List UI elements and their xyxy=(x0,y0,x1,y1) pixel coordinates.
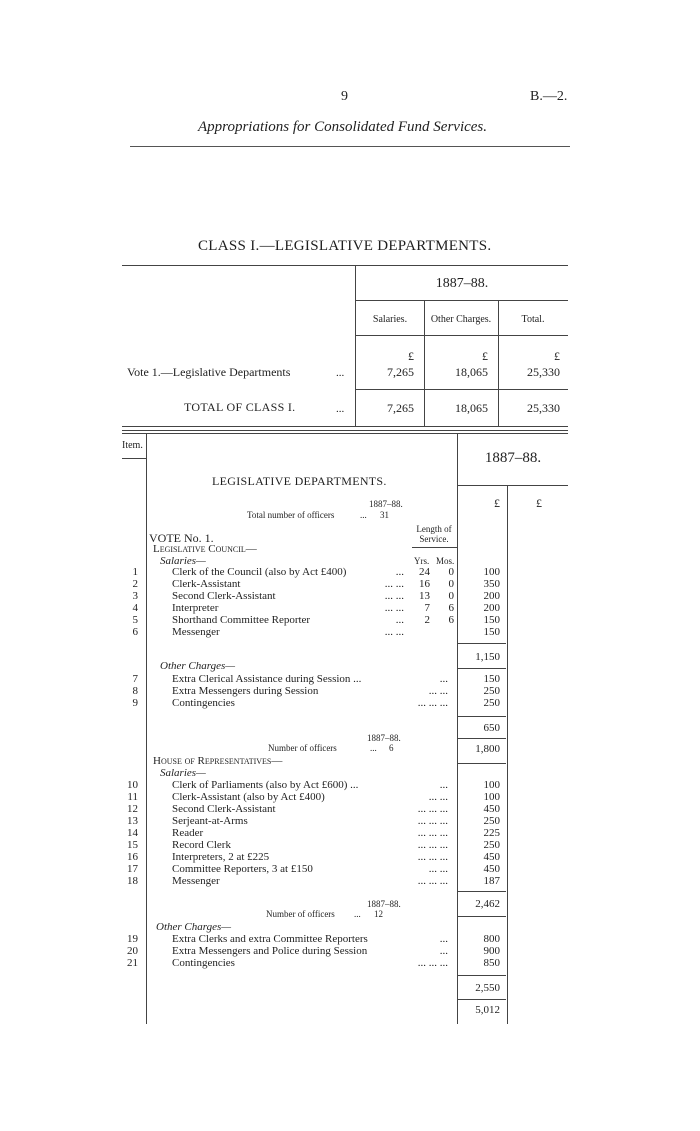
line-item-dots: ... ... ... xyxy=(417,697,448,709)
house-officers2-dots: ... xyxy=(354,909,361,919)
item-number: 17 xyxy=(127,863,138,875)
line-item-dots: ... xyxy=(395,614,404,626)
summary-top-rule xyxy=(122,265,568,266)
line-item-dots: ... ... xyxy=(428,791,448,803)
line-item-amount: 187 xyxy=(483,875,500,887)
service-years: 2 xyxy=(424,614,430,626)
council-salaries-subtotal: 1,150 xyxy=(475,651,500,663)
line-item-amount: 250 xyxy=(483,839,500,851)
total-other-charges: 18,065 xyxy=(455,401,488,415)
line-item-description: Clerk of the Council (also by Act £400) xyxy=(172,566,347,578)
council-total: 1,800 xyxy=(475,743,500,755)
line-item-amount: 200 xyxy=(483,590,500,602)
item-number: 14 xyxy=(127,827,138,839)
detail-top-rule xyxy=(122,430,568,431)
service-years: 7 xyxy=(424,602,430,614)
line-item-amount: 450 xyxy=(483,851,500,863)
line-item-dots: ... ... xyxy=(428,863,448,875)
mos-label: Mos. xyxy=(436,556,455,566)
line-item-dots: ... xyxy=(439,779,448,791)
col-other-charges-header: Other Charges. xyxy=(430,314,492,325)
line-item-dots: ... xyxy=(395,566,404,578)
summary-year: 1887–88. xyxy=(435,276,489,291)
line-item-dots: ... ... ... xyxy=(417,803,448,815)
line-item-amount: 100 xyxy=(483,779,500,791)
service-months: 0 xyxy=(448,566,454,578)
item-number: 10 xyxy=(127,779,138,791)
item-number: 18 xyxy=(127,875,138,887)
line-item-amount: 450 xyxy=(483,863,500,875)
running-title: Appropriations for Consolidated Fund Services. xyxy=(198,119,488,135)
line-item-dots: ... xyxy=(439,673,448,685)
line-item-description: Extra Messengers and Police during Session xyxy=(172,945,368,957)
line-item-amount: 250 xyxy=(483,815,500,827)
detail-year-header: 1887–88. xyxy=(484,450,542,466)
vote-other-charges: 18,065 xyxy=(455,365,488,379)
item-number: 9 xyxy=(132,697,138,709)
line-item-amount: 150 xyxy=(483,614,500,626)
line-item-description: Second Clerk-Assistant xyxy=(172,803,276,815)
length-of-service-header-2: Service. xyxy=(419,534,449,544)
line-item-description: Extra Clerks and extra Committee Reporters xyxy=(172,933,368,945)
detail-currency-1: £ xyxy=(494,496,500,510)
class-title: CLASS I.—LEGISLATIVE DEPARTMENTS. xyxy=(198,238,492,254)
line-item-dots: ... ... ... xyxy=(417,851,448,863)
service-years: 13 xyxy=(419,590,430,602)
line-item-dots: ... ... ... xyxy=(417,957,448,969)
line-item-dots: ... ... xyxy=(428,685,448,697)
line-item-dots: ... xyxy=(439,933,448,945)
document-reference: B.—2. xyxy=(530,89,568,104)
line-item-amount: 250 xyxy=(483,685,500,697)
item-number: 1 xyxy=(132,566,138,578)
currency-total: £ xyxy=(554,349,560,363)
line-item-description: Committee Reporters, 3 at £150 xyxy=(172,863,313,875)
item-number: 19 xyxy=(127,933,138,945)
yrs-label: Yrs. xyxy=(414,556,430,566)
department-title: LEGISLATIVE DEPARTMENTS. xyxy=(212,474,387,488)
vote-rule xyxy=(356,389,568,390)
house-officers2-value: 12 xyxy=(374,909,383,919)
line-item-amount: 200 xyxy=(483,602,500,614)
line-item-description: Extra Clerical Assistance during Session ... xyxy=(172,673,362,685)
line-item-description: Messenger xyxy=(172,875,220,887)
currency-other: £ xyxy=(482,349,488,363)
house-other-subtotal: 2,550 xyxy=(475,982,500,994)
line-item-amount: 250 xyxy=(483,697,500,709)
line-item-amount: 100 xyxy=(483,566,500,578)
house-officers-year: 1887–88. xyxy=(367,733,401,743)
service-months: 0 xyxy=(448,590,454,602)
vote-number: VOTE No. 1. xyxy=(149,531,214,545)
house-total-rule xyxy=(458,999,506,1000)
detail-top-rule-2 xyxy=(122,433,568,434)
item-number: 2 xyxy=(132,578,138,590)
col-total-header: Total. xyxy=(521,314,545,325)
line-item-amount: 800 xyxy=(483,933,500,945)
line-item-dots: ... ... ... xyxy=(417,839,448,851)
summary-bottom-rule xyxy=(122,426,568,427)
council-other-subtotal: 650 xyxy=(483,722,500,734)
col-header-rule xyxy=(356,335,568,336)
line-item-description: Shorthand Committee Reporter xyxy=(172,614,311,626)
line-item-description: Interpreter xyxy=(172,602,219,614)
line-item-amount: 900 xyxy=(483,945,500,957)
total-dots: ... xyxy=(336,403,345,415)
line-item-dots: ... ... ... xyxy=(417,815,448,827)
amount-column-divider-mid xyxy=(507,486,508,1024)
length-of-service-header-1: Length of xyxy=(416,524,452,534)
item-number: 12 xyxy=(127,803,138,815)
item-number: 8 xyxy=(132,685,138,697)
line-item-amount: 350 xyxy=(483,578,500,590)
line-item-amount: 100 xyxy=(483,791,500,803)
council-subtotal-rule-2 xyxy=(458,668,506,669)
line-item-dots: ... ... xyxy=(384,602,404,614)
line-item-description: Clerk of Parliaments (also by Act £600) ... xyxy=(172,779,359,791)
total-class-label: TOTAL OF CLASS I. xyxy=(184,400,296,414)
item-number: 13 xyxy=(127,815,138,827)
council-heading: Legislative Council— xyxy=(153,543,257,555)
line-item-dots: ... ... xyxy=(384,626,404,638)
total-salaries: 7,265 xyxy=(387,401,414,415)
item-number: 15 xyxy=(127,839,138,851)
officers-value: 31 xyxy=(380,510,389,520)
council-subtotal-rule xyxy=(458,643,506,644)
item-number: 5 xyxy=(132,614,138,626)
line-item-amount: 150 xyxy=(483,626,500,638)
council-other-rule xyxy=(458,716,506,717)
item-number: 7 xyxy=(132,673,138,685)
item-number: 11 xyxy=(127,791,138,803)
header-rule xyxy=(130,146,570,147)
line-item-dots: ... xyxy=(439,945,448,957)
line-item-description: Second Clerk-Assistant xyxy=(172,590,276,602)
service-months: 0 xyxy=(448,578,454,590)
house-officers2-year: 1887–88. xyxy=(367,899,401,909)
house-officers-dots: ... xyxy=(370,743,377,753)
detail-year-rule xyxy=(458,485,568,486)
service-years: 16 xyxy=(419,578,430,590)
line-item-amount: 850 xyxy=(483,957,500,969)
officers-label: Total number of officers xyxy=(247,510,335,520)
line-item-description: Serjeant-at-Arms xyxy=(172,815,248,827)
year-rule xyxy=(356,300,568,301)
officers-dots: ... xyxy=(360,510,367,520)
col-salaries-header: Salaries. xyxy=(372,314,408,325)
item-number: 6 xyxy=(132,626,138,638)
item-header: Item. xyxy=(122,440,143,451)
vote-salaries: 7,265 xyxy=(387,365,414,379)
house-officers-label: Number of officers xyxy=(268,743,337,753)
house-subtotal-rule-2 xyxy=(458,916,506,917)
line-item-description: Interpreters, 2 at £225 xyxy=(172,851,270,863)
house-officers-value: 6 xyxy=(389,743,394,753)
vote-total: 25,330 xyxy=(527,365,560,379)
line-item-description: Reader xyxy=(172,827,204,839)
item-number: 21 xyxy=(127,957,138,969)
line-item-dots: ... ... ... xyxy=(417,827,448,839)
currency-salaries: £ xyxy=(408,349,414,363)
service-months: 6 xyxy=(448,614,454,626)
house-other-heading: Other Charges— xyxy=(156,921,232,933)
detail-currency-2: £ xyxy=(536,496,542,510)
line-item-dots: ... ... xyxy=(384,590,404,602)
line-item-description: Extra Messengers during Session xyxy=(172,685,319,697)
item-number: 20 xyxy=(127,945,138,957)
line-item-description: Record Clerk xyxy=(172,839,231,851)
vote-dots: ... xyxy=(336,367,345,379)
council-total-rule-2 xyxy=(458,763,506,764)
line-item-dots: ... ... xyxy=(384,578,404,590)
line-item-description: Contingencies xyxy=(172,957,235,969)
council-other-heading: Other Charges— xyxy=(160,660,236,672)
house-heading: House of Representatives— xyxy=(153,755,283,767)
house-subtotal-rule xyxy=(458,891,506,892)
page-number: 9 xyxy=(341,89,348,104)
council-total-rule xyxy=(458,738,506,739)
house-other-rule xyxy=(458,975,506,976)
line-item-dots: ... ... ... xyxy=(417,875,448,887)
item-number: 3 xyxy=(132,590,138,602)
officers-year: 1887–88. xyxy=(369,499,403,509)
line-item-description: Contingencies xyxy=(172,697,235,709)
house-officers2-label: Number of officers xyxy=(266,909,335,919)
line-item-description: Clerk-Assistant (also by Act £400) xyxy=(172,791,325,803)
line-item-amount: 225 xyxy=(483,827,500,839)
total-total: 25,330 xyxy=(527,401,560,415)
item-number: 16 xyxy=(127,851,138,863)
line-item-description: Clerk-Assistant xyxy=(172,578,241,590)
item-column-divider xyxy=(146,434,147,1024)
council-salaries-heading: Salaries— xyxy=(160,555,206,567)
house-salaries-subtotal: 2,462 xyxy=(475,898,500,910)
item-header-rule xyxy=(122,458,146,459)
line-item-amount: 150 xyxy=(483,673,500,685)
service-years: 24 xyxy=(419,566,430,578)
service-months: 6 xyxy=(448,602,454,614)
item-number: 4 xyxy=(132,602,138,614)
line-item-description: Messenger xyxy=(172,626,220,638)
length-header-rule xyxy=(412,547,457,548)
line-item-amount: 450 xyxy=(483,803,500,815)
house-salaries-heading: Salaries— xyxy=(160,767,206,779)
house-total: 5,012 xyxy=(475,1004,500,1016)
vote-label: Vote 1.—Legislative Departments xyxy=(127,365,291,379)
